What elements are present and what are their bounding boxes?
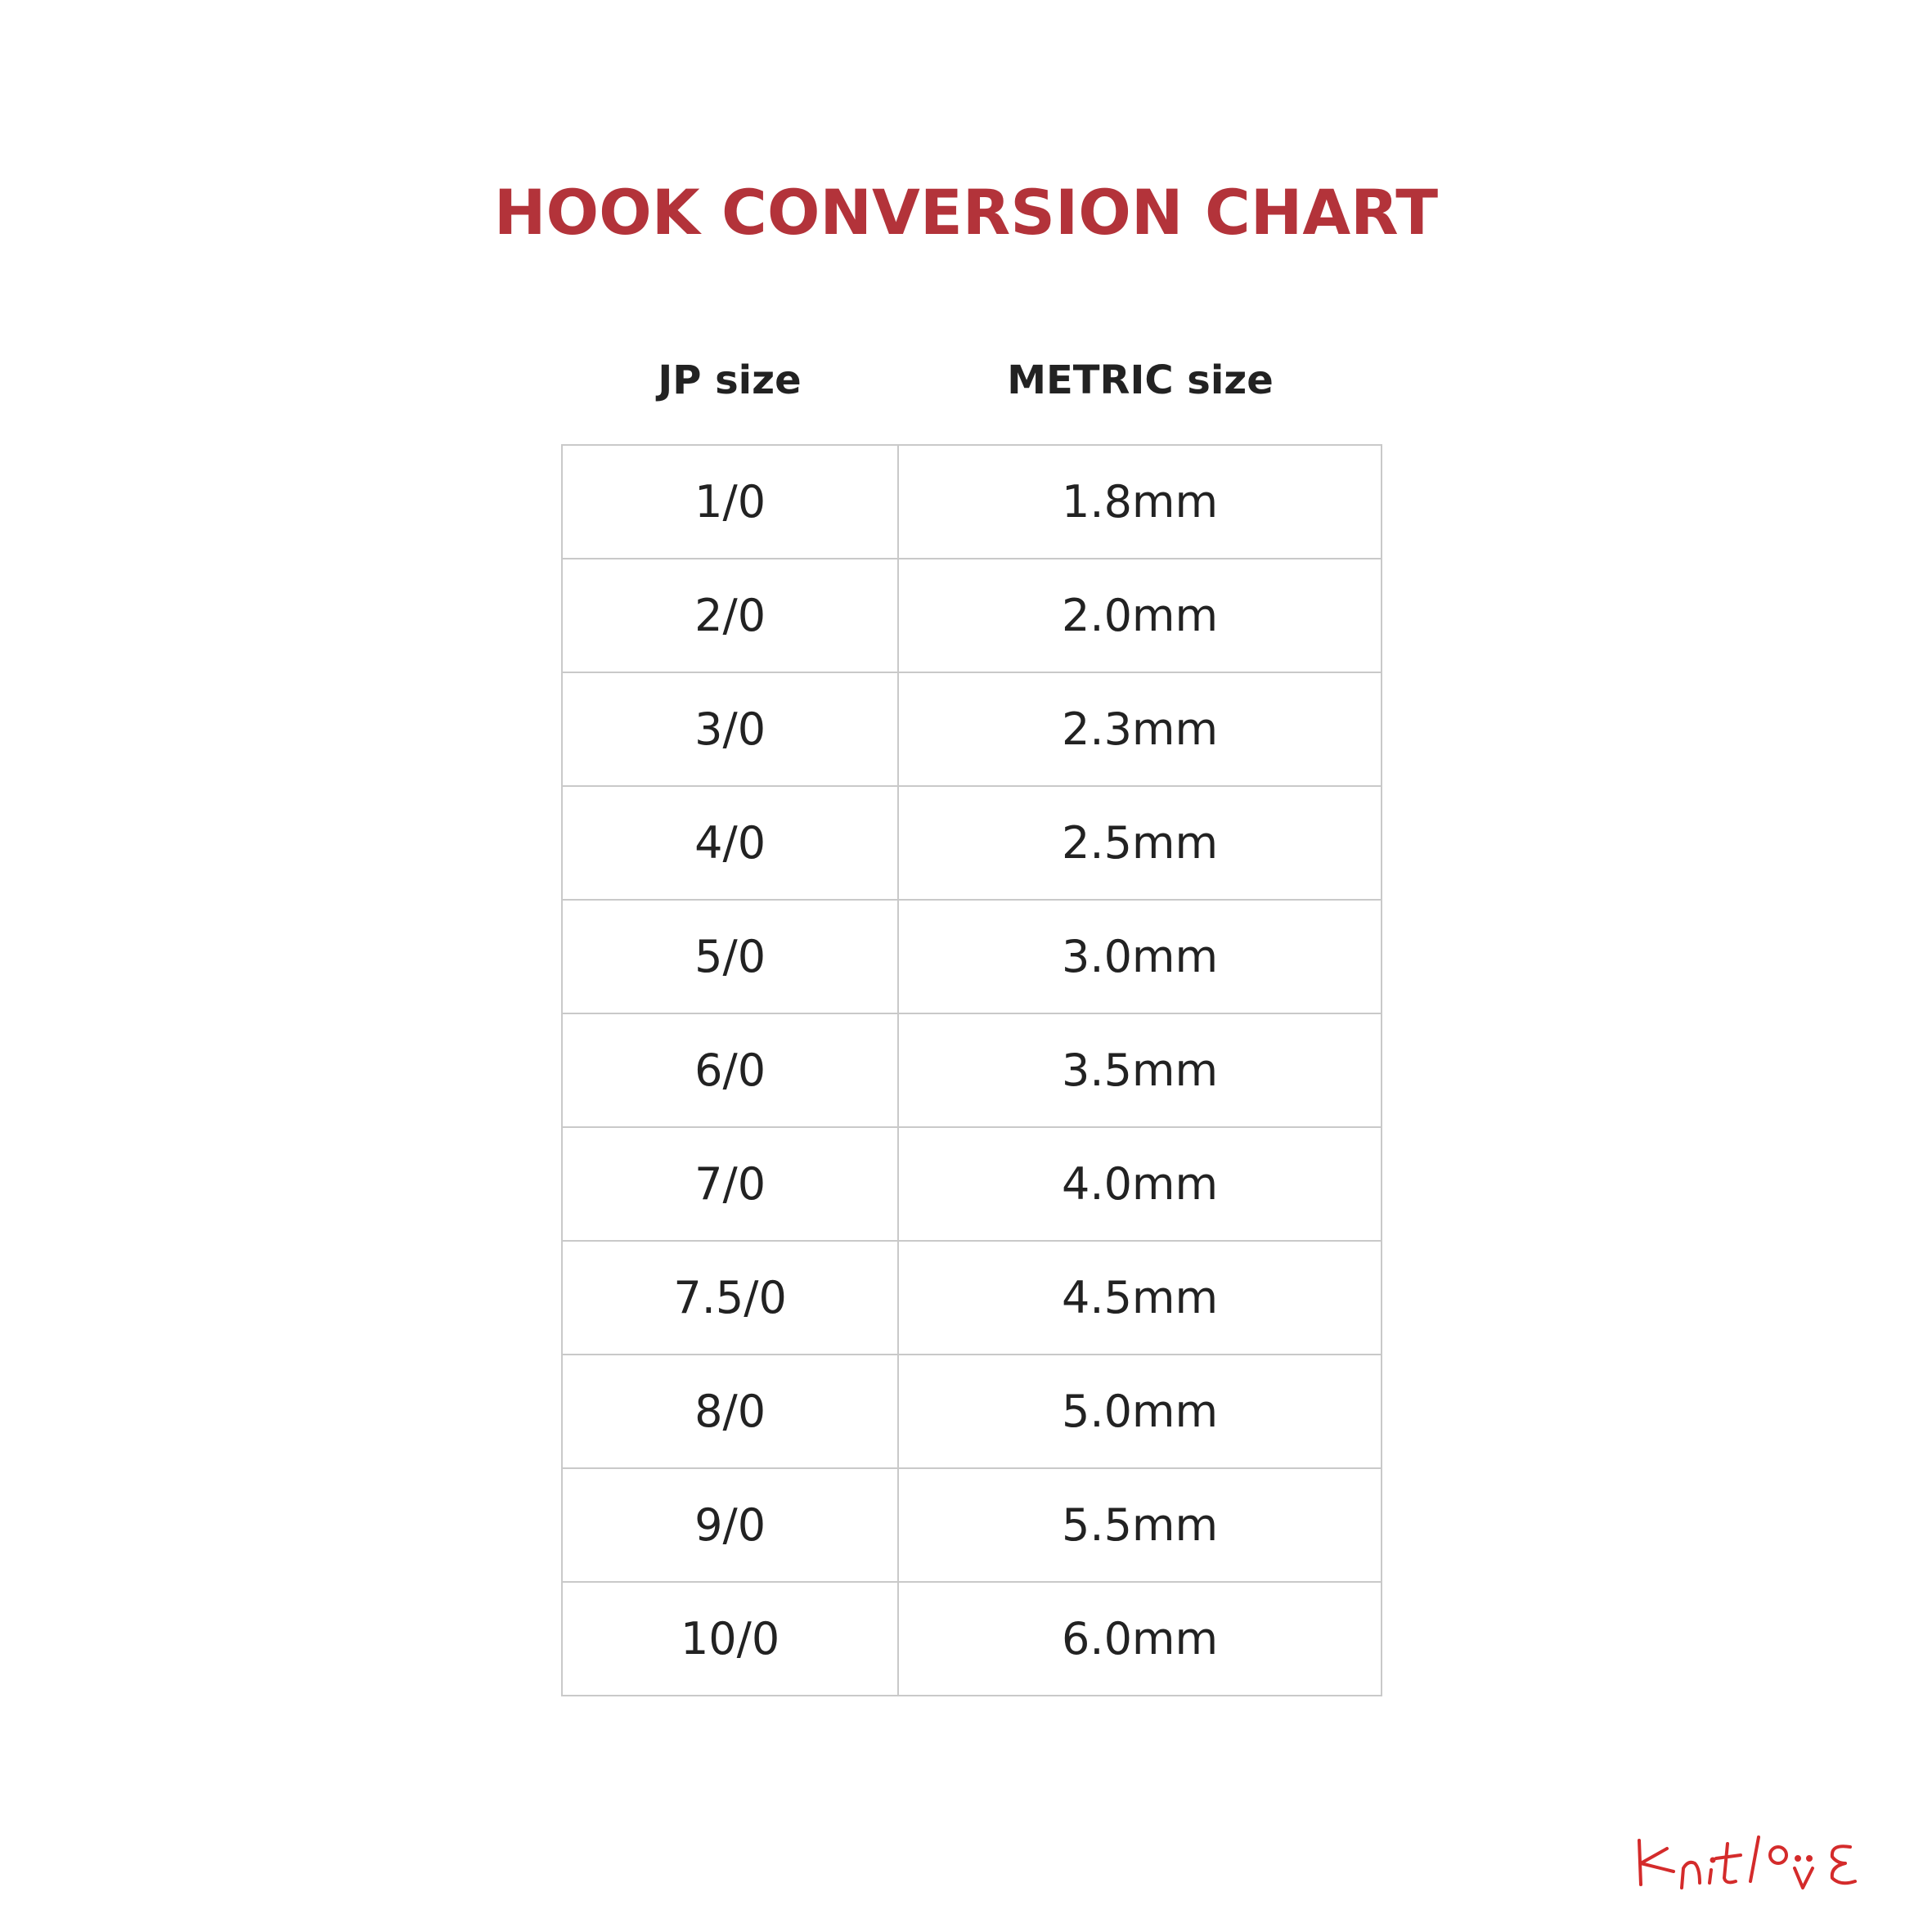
table-row bbox=[562, 1127, 1382, 1241]
cell-metric-size: 5.0mm bbox=[898, 1355, 1382, 1468]
cell-jp-size: 7/0 bbox=[562, 1127, 898, 1241]
cell-jp-size: 6/0 bbox=[562, 1013, 898, 1127]
table-row bbox=[562, 559, 1382, 672]
table-row bbox=[562, 672, 1382, 786]
cell-metric-size: 3.5mm bbox=[898, 1013, 1382, 1127]
cell-metric-size: 6.0mm bbox=[898, 1582, 1382, 1696]
cell-metric-size: 4.5mm bbox=[898, 1241, 1382, 1355]
knitlove-logo bbox=[1631, 1831, 1880, 1898]
cell-jp-size: 5/0 bbox=[562, 900, 898, 1013]
knitlove-logo-strokes bbox=[1639, 1837, 1855, 1888]
cell-metric-size: 4.0mm bbox=[898, 1127, 1382, 1241]
cell-metric-size: 5.5mm bbox=[898, 1468, 1382, 1582]
cell-metric-size: 3.0mm bbox=[898, 900, 1382, 1013]
table-row bbox=[562, 1241, 1382, 1355]
cell-jp-size: 3/0 bbox=[562, 672, 898, 786]
cell-jp-size: 4/0 bbox=[562, 786, 898, 900]
cell-metric-size: 2.0mm bbox=[898, 559, 1382, 672]
table-row bbox=[562, 786, 1382, 900]
cell-metric-size: 2.5mm bbox=[898, 786, 1382, 900]
table-row bbox=[562, 1013, 1382, 1127]
table-row bbox=[562, 1468, 1382, 1582]
column-header-jp-size: JP size bbox=[658, 357, 802, 403]
conversion-table bbox=[561, 444, 1382, 1696]
table-row bbox=[562, 900, 1382, 1013]
cell-metric-size: 2.3mm bbox=[898, 672, 1382, 786]
cell-jp-size: 1/0 bbox=[562, 445, 898, 559]
table-row bbox=[562, 445, 1382, 559]
table-row bbox=[562, 1582, 1382, 1696]
cell-jp-size: 9/0 bbox=[562, 1468, 898, 1582]
cell-jp-size: 7.5/0 bbox=[562, 1241, 898, 1355]
table-row bbox=[562, 1355, 1382, 1468]
cell-metric-size: 1.8mm bbox=[898, 445, 1382, 559]
conversion-table-body bbox=[562, 445, 1382, 1696]
cell-jp-size: 2/0 bbox=[562, 559, 898, 672]
page-title: HOOK CONVERSION CHART bbox=[493, 176, 1439, 249]
column-header-metric-size: METRIC size bbox=[1007, 357, 1274, 403]
cell-jp-size: 10/0 bbox=[562, 1582, 898, 1696]
cell-jp-size: 8/0 bbox=[562, 1355, 898, 1468]
